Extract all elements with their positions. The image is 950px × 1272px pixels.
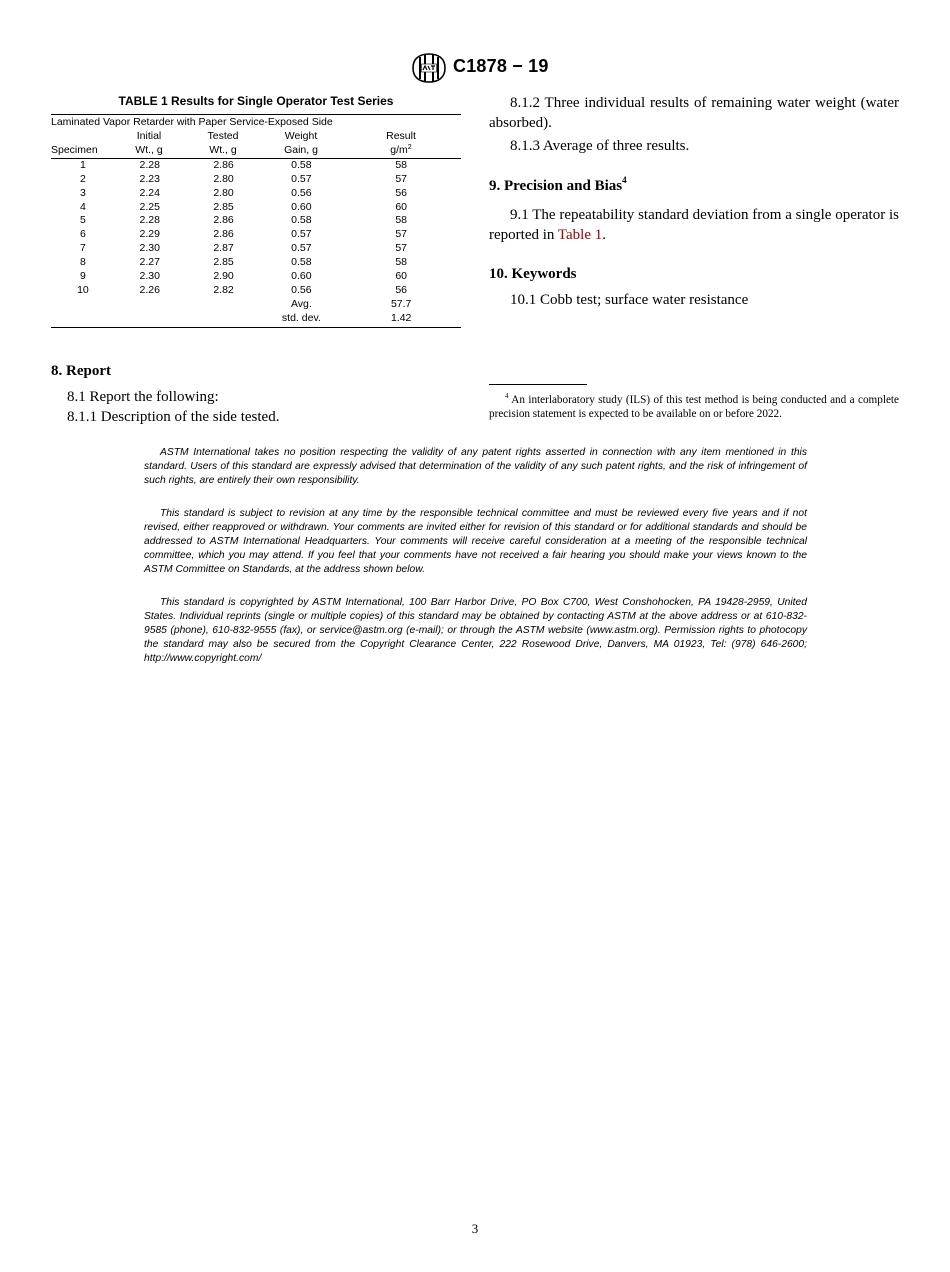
footnote-ref: 4 <box>622 175 627 185</box>
footnote-rule <box>489 384 587 385</box>
results-table <box>51 130 461 158</box>
table-cell: 2.27 <box>139 256 160 269</box>
table-cell: 2.24 <box>139 186 160 199</box>
table-cell: 5 <box>79 214 86 227</box>
table-cell: 0.56 <box>291 186 312 199</box>
paragraph-text: 9.1 The repeatability standard deviation from a single operator is reported in <box>489 207 899 243</box>
table-cell: 0.56 <box>291 283 312 296</box>
copyright-notice: This standard is copyrighted by ASTM International, 100 Barr Harbor Drive, PO Box C700, West Conshohocken, PA 19428-2959, United States. Individual reprints (single or multiple copies) of this standard may be obtained by contacting ASTM at the above address or at 610-832-9585 (phone), 610-832-9555 (fax), or service@astm.org (e-mail); or through the ASTM website (www.astm.org). Permission rights to photocopy the standard may also be secured from the Copyright Clearance Center, 222 Rosewood Drive, Danvers, MA 01923, Tel: (978) 646-2600; http://www.copyright.com/ <box>144 597 807 664</box>
table-cell: 2.80 <box>213 172 234 185</box>
paragraph-text: . <box>602 227 606 243</box>
table-row <box>51 201 461 215</box>
table-header-cell: Result <box>386 130 416 142</box>
summary-label: Avg. <box>290 297 312 310</box>
table-summary-row <box>51 298 461 312</box>
table-cell: 1 <box>79 158 86 171</box>
section-heading-8: 8. Report <box>51 363 111 379</box>
paragraph-8-1: 8.1 Report the following: <box>67 389 219 405</box>
table-cell: 56 <box>395 186 407 199</box>
table-cell: 2.85 <box>213 256 234 269</box>
table-cell: 9 <box>79 270 86 283</box>
footnote-marker: 4 <box>505 392 509 400</box>
table-cell: 2.23 <box>139 172 160 185</box>
table-cell: 60 <box>395 200 407 213</box>
table-cell: 10 <box>77 283 89 296</box>
table-cell: 0.60 <box>291 200 312 213</box>
unit-text: g/m <box>390 143 408 156</box>
table-header-cell: Wt., g <box>209 143 237 156</box>
unit-superscript: 2 <box>407 143 412 151</box>
table-cell: 0.57 <box>291 172 312 185</box>
table-1-link[interactable]: Table 1 <box>557 227 603 243</box>
table-cell: 0.58 <box>291 158 312 171</box>
table-cell: 2.86 <box>213 228 234 241</box>
report-section <box>51 361 461 427</box>
table-cell: 2 <box>79 172 86 185</box>
footnote-4 <box>489 393 899 421</box>
page-number: 3 <box>471 1221 479 1236</box>
table-cell: 2.25 <box>139 200 160 213</box>
table-cell: 2.87 <box>213 242 234 255</box>
table-cell: 2.30 <box>139 242 160 255</box>
table-cell: 2.86 <box>213 214 234 227</box>
summary-value: 57.7 <box>390 297 412 310</box>
table-cell: 2.30 <box>139 270 160 283</box>
paragraph-9-1 <box>489 205 899 245</box>
table-header-cell: Wt., g <box>135 143 163 156</box>
table-row <box>51 242 461 256</box>
astm-logo-icon <box>410 52 448 84</box>
summary-value: 1.42 <box>390 311 412 324</box>
footnote-text: An interlaboratory study (ILS) of this test method is being conducted and a complete precision statement is expected to be available on or before 2022. <box>489 394 899 420</box>
table-cell: 2.26 <box>139 283 160 296</box>
table-cell: 6 <box>79 228 86 241</box>
table-header-cell <box>51 130 113 144</box>
table-cell: 60 <box>395 270 407 283</box>
table-cell: 56 <box>395 283 407 296</box>
table-cell: 2.90 <box>213 270 234 283</box>
table-cell: 2.29 <box>139 228 160 241</box>
patent-notice: ASTM International takes no position respecting the validity of any patent rights asserted in connection with any item mentioned in this standard. Users of this standard are expressly advised that determination of the validity of any such patent rights, and the risk of infringement of such rights, are entirely their own responsibility. <box>144 447 807 486</box>
table-row <box>51 173 461 187</box>
table-cell: 7 <box>79 242 86 255</box>
paragraph-8-1-3: 8.1.3 Average of three results. <box>510 138 690 154</box>
table-cell: 57 <box>395 172 407 185</box>
table-cell: 4 <box>79 200 86 213</box>
table-header-row <box>51 144 461 158</box>
table-summary-row <box>51 312 461 326</box>
paragraph-10-1: 10.1 Cobb test; surface water resistance <box>510 292 749 308</box>
section-heading-9 <box>489 176 899 196</box>
summary-label: std. dev. <box>281 311 321 324</box>
table-cell: 2.86 <box>213 158 234 171</box>
table-cell: 2.82 <box>213 283 234 296</box>
paragraph-8-1-2: 8.1.2 Three individual results of remaining water weight (water absorbed). <box>489 95 899 131</box>
table-cell: 8 <box>79 256 86 269</box>
table-cell: 58 <box>395 214 407 227</box>
table-cell: 58 <box>395 158 407 171</box>
table-cell: 2.28 <box>139 158 160 171</box>
table-row <box>51 187 461 201</box>
table-cell: 2.85 <box>213 200 234 213</box>
results-table-body <box>51 159 461 326</box>
section-heading-10: 10. Keywords <box>489 266 577 282</box>
table-bottom-rule <box>51 327 461 328</box>
table-cell: 57 <box>395 242 407 255</box>
right-column <box>489 93 899 310</box>
table-cell: 2.28 <box>139 214 160 227</box>
table-cell: 0.57 <box>291 228 312 241</box>
table-row <box>51 256 461 270</box>
table-header-cell: Gain, g <box>284 143 318 156</box>
table-row <box>51 270 461 284</box>
page-header <box>0 52 950 88</box>
table-header-cell: Specimen <box>51 143 98 156</box>
table-header-cell: Weight <box>284 130 318 142</box>
table-cell: 58 <box>395 256 407 269</box>
results-table-block <box>51 94 461 328</box>
revision-notice: This standard is subject to revision at any time by the responsible technical committee and must be reviewed every five years and if not revised, either reapproved or withdrawn. Your comments are invited either for revision of this standard or for additional standards and should be addressed to ASTM International Headquarters. Your comments will receive careful consideration at a meeting of the responsible technical committee, which you may attend. If you feel that your comments have not received a fair hearing you should make your views known to the ASTM Committee on Standards, at the address shown below. <box>144 508 807 575</box>
table-row <box>51 214 461 228</box>
section-heading-text: 9. Precision and Bias <box>489 178 623 194</box>
table-header-cell: Tested <box>207 130 239 142</box>
table-cell: 0.60 <box>291 270 312 283</box>
table-cell: 57 <box>395 228 407 241</box>
paragraph-8-1-1: 8.1.1 Description of the side tested. <box>67 409 280 425</box>
table-row <box>51 159 461 173</box>
table-cell: 0.58 <box>291 256 312 269</box>
table-header-row <box>51 130 461 144</box>
table-row <box>51 284 461 298</box>
table-header-cell <box>341 144 461 158</box>
table-caption: Laminated Vapor Retarder with Paper Service-Exposed Side <box>51 116 333 128</box>
table-header-cell: Initial <box>136 130 162 142</box>
document-id: C1878 − 19 <box>453 56 549 76</box>
table-title: TABLE 1 Results for Single Operator Test Series <box>118 94 394 108</box>
table-cell: 0.57 <box>291 242 312 255</box>
table-cell: 0.58 <box>291 214 312 227</box>
table-row <box>51 228 461 242</box>
table-cell: 3 <box>79 186 86 199</box>
table-cell: 2.80 <box>213 186 234 199</box>
